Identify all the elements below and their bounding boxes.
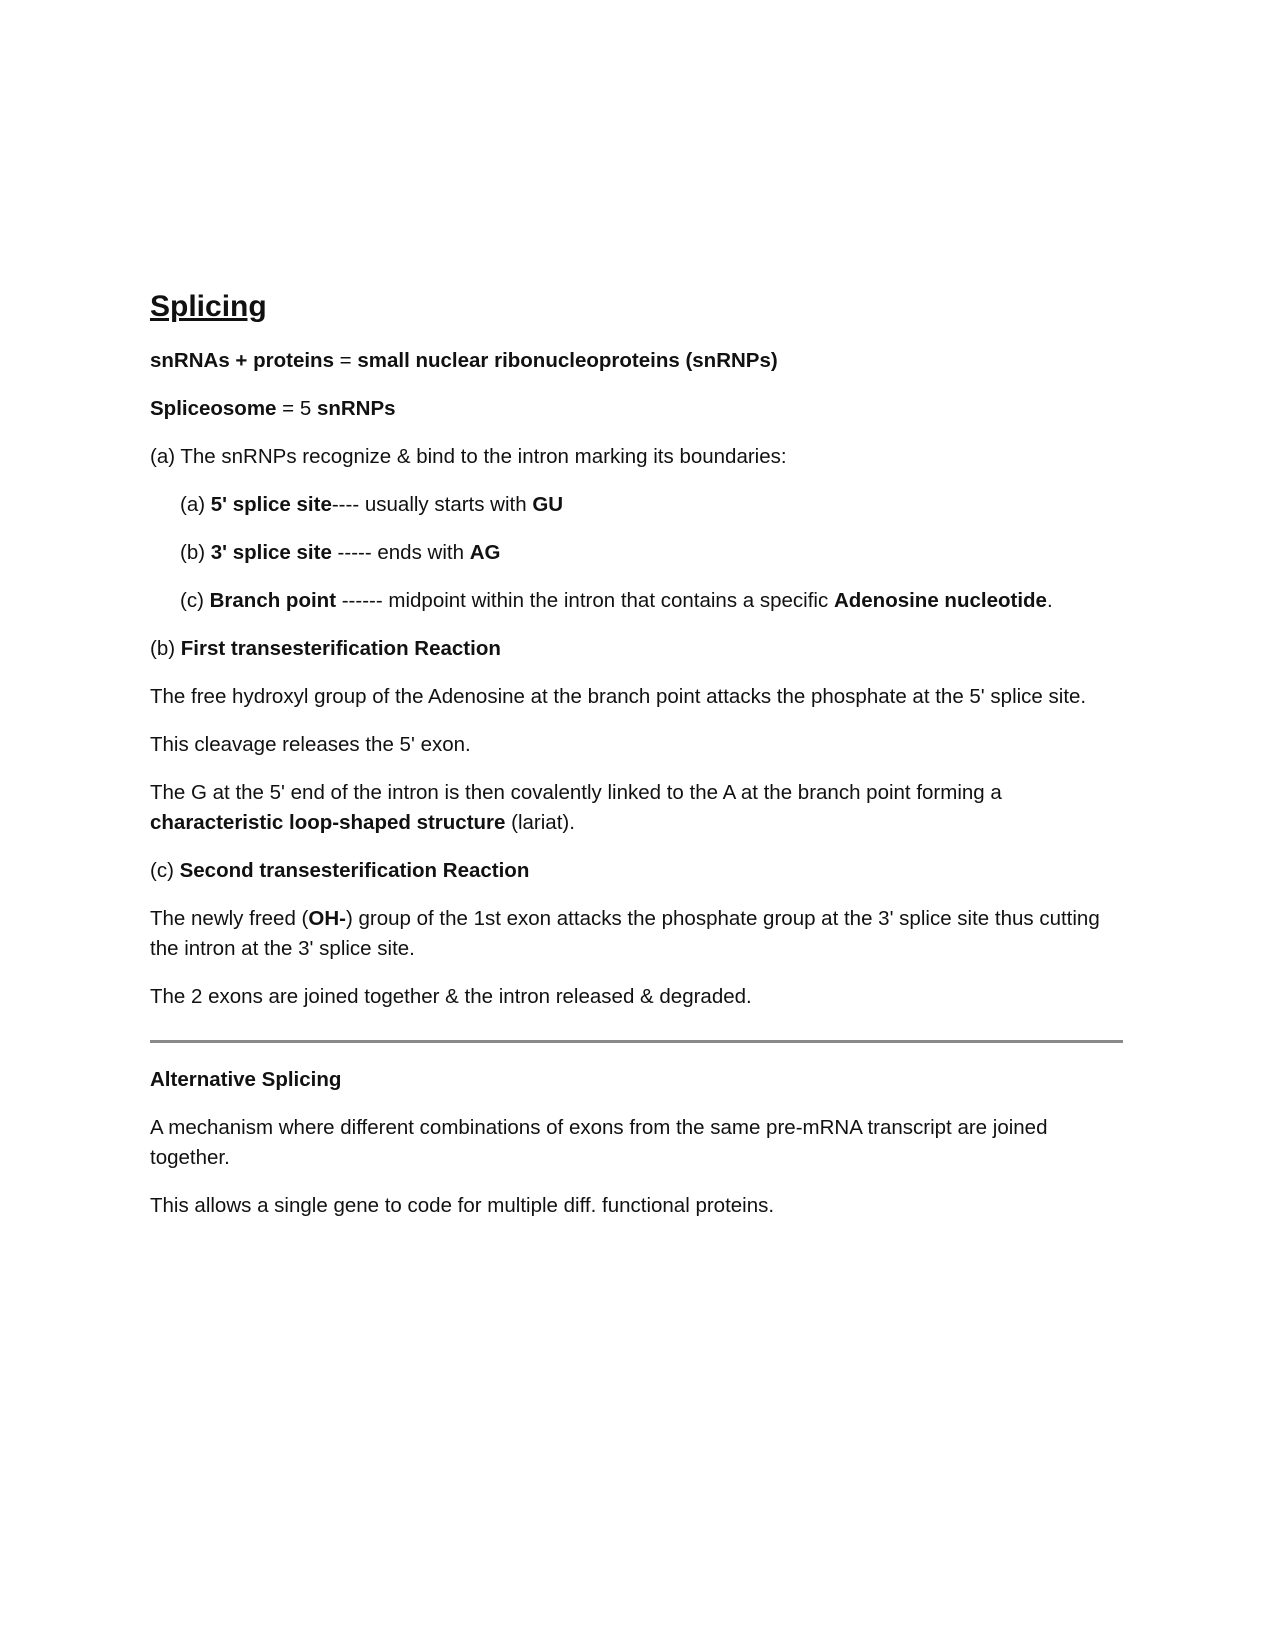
lariat-tail: (lariat). <box>505 811 575 834</box>
item-marker: (b) <box>180 541 211 564</box>
second-reaction-tail: ) group of the 1st exon attacks the phosphate group at the 3' splice site thus cutting the intron at the 3' splice site. <box>150 907 1100 960</box>
section-divider <box>150 1040 1123 1043</box>
item-description: ----- ends with <box>331 541 470 564</box>
equals-text: = <box>333 349 358 372</box>
second-reaction-term: Second transesterification Reaction <box>179 859 530 882</box>
three-prime-site-item <box>150 538 1130 568</box>
first-reaction-term: First transesterification Reaction <box>180 637 501 660</box>
five-prime-site-term: 5' splice site <box>210 493 332 516</box>
item-description: ---- usually starts with <box>331 493 533 516</box>
cleavage-text: This cleavage releases the 5' exon. <box>150 733 471 756</box>
exons-joined-text: The 2 exons are joined together & the intron released & degraded. <box>150 985 752 1008</box>
gu-term: GU <box>532 493 564 516</box>
second-reaction-text <box>150 904 1130 964</box>
three-prime-site-term: 3' splice site <box>210 541 332 564</box>
document-page <box>150 290 1130 1239</box>
snrnp-definition <box>150 346 1130 376</box>
first-reaction-text: The free hydroxyl group of the Adenosine at the branch point attacks the phosphate at the 5' splice site. <box>150 685 1087 708</box>
lariat-text <box>150 778 1130 838</box>
second-reaction-heading <box>150 856 1130 886</box>
branch-point-term: Branch point <box>209 589 337 612</box>
page-title: Splicing <box>150 290 267 323</box>
alternative-splicing-definition: A mechanism where different combinations of exons from the same pre-mRNA transcript are joined together. <box>150 1116 1048 1169</box>
alternative-splicing-term: Alternative Splicing <box>150 1068 342 1091</box>
item-marker: (a) <box>180 493 211 516</box>
snrnps-term: snRNPs <box>316 397 396 420</box>
five-prime-site-item <box>150 490 1130 520</box>
second-reaction-lead: The newly freed ( <box>150 907 309 930</box>
adenosine-term: Adenosine nucleotide <box>833 589 1047 612</box>
spliceosome-term: Spliceosome <box>150 397 277 420</box>
item-marker: (c) <box>180 589 210 612</box>
period: . <box>1046 589 1053 612</box>
spliceosome-definition <box>150 394 1130 424</box>
lariat-lead: The G at the 5' end of the intron is then covalently linked to the A at the branch point forming a <box>150 781 1002 804</box>
item-description: ------ midpoint within the intron that contains a specific <box>336 589 834 612</box>
alternative-splicing-effect: This allows a single gene to code for multiple diff. functional proteins. <box>150 1194 775 1217</box>
ag-term: AG <box>469 541 501 564</box>
item-marker: (c) <box>150 859 180 882</box>
equals-five-text: = 5 <box>276 397 317 420</box>
oh-term: OH- <box>308 907 346 930</box>
item-marker: (b) <box>150 637 181 660</box>
recognition-step: (a) The snRNPs recognize & bind to the intron marking its boundaries: <box>150 445 787 468</box>
branch-point-item <box>150 586 1130 616</box>
lariat-term: characteristic loop-shaped structure <box>150 811 506 834</box>
snrnp-term: small nuclear ribonucleoproteins (snRNPs) <box>357 349 778 372</box>
first-reaction-heading <box>150 634 1130 664</box>
snrna-term: snRNAs + proteins <box>150 349 334 372</box>
alternative-splicing-heading <box>150 1065 1130 1095</box>
